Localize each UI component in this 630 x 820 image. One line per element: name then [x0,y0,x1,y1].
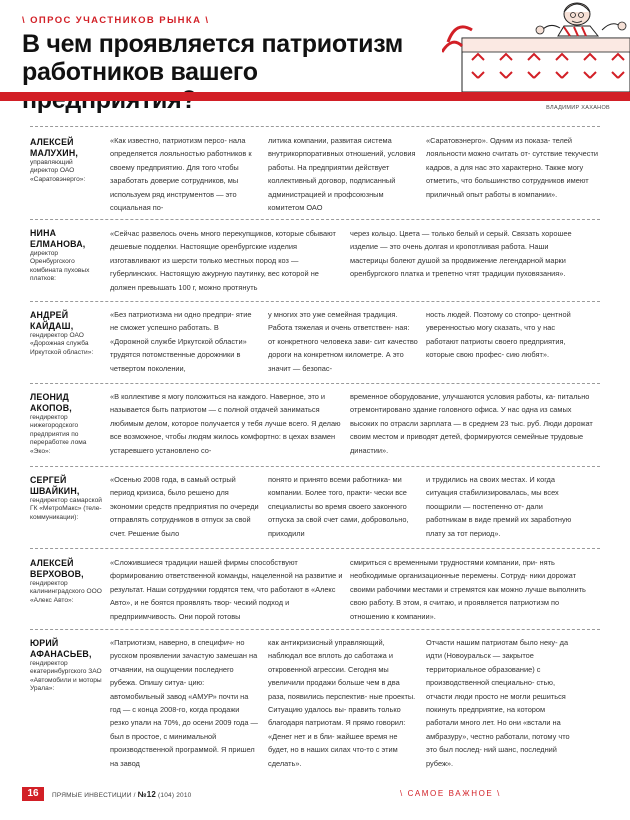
respondent-name: АЛЕКСЕЙ ВЕРХОВОВ, [30,558,84,579]
respondent-7 [30,638,102,694]
respondent-name: АНДРЕЙ КАЙДАШ, [30,310,74,331]
answer-column: «Как известно, патриотизм персо- нала определяется лояльностью работников к своему предприятию. Для того чтобы заработать доверие сотрудников, мы используем ряд инструментов — это социальная по- [110,136,252,213]
row-divider [30,301,600,302]
magazine-name [52,790,192,799]
answer-column: у многих это уже семейная традиция. Работа тяжелая и очень ответствен- ная: от конкретного человека зави- сит качество дороги на конкретном километре. А это значит — безопас- [268,310,418,373]
respondent-5 [30,475,102,522]
respondent-role: директор Оренбургского комбината пуховых платков: [30,250,90,283]
row-divider [30,126,600,127]
page-number: 16 [22,787,44,801]
section-tag: \ ОПРОС УЧАСТНИКОВ РЫНКА \ [22,15,210,26]
answer-column: понято и принято всеми работника- ми компании. Более того, практи- чески все специалисты во время своего законного отпуска за свой счет сами, добровольно, приходили [268,475,409,538]
answer-column: и трудились на своих местах. И когда ситуация стабилизировалась, мы всех поощрили — постепенно от- дали работникам в виде премий их заработную плату за тот период». [426,475,572,538]
row-divider [30,548,600,549]
respondent-name: АЛЕКСЕЙ МАЛУХИН, [30,137,79,158]
answer-column: «Сейчас развелось очень много перекупщиков, которые сбывают дешевые подделки. Настоящие оренбургские изделия изготавливают из шерсти только местных пород коз — губерлинских. Настоящую ажурную паутинку, вес которой не должен превышать 100 г, можно протянуть [110,229,336,292]
issue-year: (104) 2010 [158,792,192,799]
illustration-credit: ВЛАДИМИР ХАХАНОВ [546,105,610,111]
respondent-role: гендиректор самарской ГК «МетроМакс» (теле- коммуникации): [30,497,102,521]
answer-column: смириться с временными трудностями компании, при- нять необходимые организационные перемены. Сотруд- ники дорожат своими рабочими местами и стремятся как можно лучше выполнить свою работу. В этом, я считаю, и проявляется патриотизм по отношению к компании». [350,558,586,621]
answer-column: литика компании, развитая система внутрикорпоративных отношений, условия работы. На предприятии действует коллективный договор, подписанный администрацией и профсоюзным комитетом ОАО [268,136,416,213]
respondent-4 [30,392,102,456]
respondent-name: ЮРИЙ АФАНАСЬЕВ, [30,638,92,659]
chef-figure-icon [536,3,626,36]
answer-column: «Саратовэнерго». Одним из показа- телей лояльности можно считать от- сутствие текучести кадров, а для нас это характерно. Также могу отметить, что большинство сотрудников имеют приличный опыт работы в компании». [426,136,598,199]
respondent-name: НИНА ЕЛМАНОВА, [30,228,86,249]
respondent-role: гендиректор калининградского ООО «Алекс Авто»: [30,580,102,604]
respondent-name: ЛЕОНИД АКОПОВ, [30,392,72,413]
issue-number: №12 [137,790,157,799]
row-divider [30,629,600,630]
respondent-role: гендиректор екатеринбургского ЗАО «Автомобили и моторы Урала»: [30,660,102,693]
magazine-title: ПРЯМЫЕ ИНВЕСТИЦИИ / [52,792,136,799]
conveyor-icon [442,27,630,92]
answer-column: «Без патриотизма ни одно предпри- ятие не сможет успешно работать. В «Дорожной службе Иркутской области» трудятся потомственные дорожники в четвертом поколении, [110,310,252,373]
respondent-name: СЕРГЕЙ ШВАЙКИН, [30,475,80,496]
respondent-6 [30,558,102,605]
answer-column: «Патриотизм, наверно, в специфич- но русском проявлении зачастую замешан на отчаянии, на ощущении последнего рубежа. Опишу ситуа- цию: автомобильный завод «АМУР» почти на год — с конца 2008-го, когда продажи резко упали на 70%, до осени 2009 года — был в простое, с минимальной производственной программой. Я пришел на завод [110,638,258,768]
row-divider [30,466,600,467]
answer-column: «Осенью 2008 года, в самый острый период кризиса, было решено для экономии средств предприятия по очереди отправлять сотрудников в отпуск за свой счет. Решение было [110,475,259,538]
answer-column: Отчасти нашим патриотам было неку- да идти (Новоуральск — закрытое территориальное образование) с производственной специально- стью, отчасти люди просто не могли решиться покинуть предприятие, на котором работали много лет. Но они «встали на амбразуру», честно работали, потому что это был послед- ний шанс, последний рубеж». [426,638,570,768]
answer-column: как антикризисный управляющий, наблюдал все вплоть до саботажа и откровенной агрессии. Сегодня мы увеличили продажи больше чем в два раза, появились перспектив- ные проекты. Ситуацию удалось вы- править только благодаря патриотам. Я прямо говорил: «Денег нет и в бли- жайшее время не будет, но в наших силах что-то с этим сделать». [268,638,416,768]
respondent-1 [30,137,102,184]
respondent-role: гендиректор нижегородского предприятия по переработке лома «Эко»: [30,414,87,455]
respondent-3 [30,310,102,357]
row-divider [30,383,600,384]
page-title: В чем проявляется патриотизм работников вашего [22,30,403,86]
respondent-role: гендиректор ОАО «Дорожная служба Иркутской области»: [30,332,94,356]
respondent-2 [30,228,102,284]
footer-section-tag: \ САМОЕ ВАЖНОЕ \ [400,789,502,798]
red-band [0,92,630,101]
answer-column: через кольцо. Цвета — только белый и серый. Связать хорошее изделие — это очень долгая и кропотливая работа. Наши мастерицы болеют душой за продвижение легендарной марки оренбургского платка и трепетно чтят традиции пуховязания». [350,229,572,279]
answer-column: ность людей. Поэтому со стопро- центной уверенностью могу сказать, что у нас работают патриоты своего предприятия, которые свою профес- сию любят». [426,310,571,360]
answer-column: «В коллективе я могу положиться на каждого. Наверное, это и называется быть патриотом — с полной отдачей заниматься любимым делом, которое получается у тебя лучше всего. Я делаю все возможное, чтобы людям жилось комфортно: в цехах взамен устаревшего установлено со- [110,392,341,455]
answer-column: «Сложившиеся традиции нашей фирмы способствуют формированию ответственной команды, нацеленной на развитие и результат. Наши сотрудники гордятся тем, что работают в «Алекс Авто», и не боятся проявлять твор- ческий подход и предприимчивость. Они порой готовы [110,558,343,621]
row-divider [30,219,600,220]
answer-column: временное оборудование, улучшаются условия работы, ка- питально отремонтировано здание головного офиса. У нас одна из самых высоких по отрасли зарплата — в среднем 23 тыс. руб. Люди дорожат своим местом и приводят детей, формируются семейные трудовые династии». [350,392,593,455]
cartoon-illustration [442,0,630,98]
respondent-role: управляющий директор ОАО «Саратовэнерго»: [30,159,86,183]
